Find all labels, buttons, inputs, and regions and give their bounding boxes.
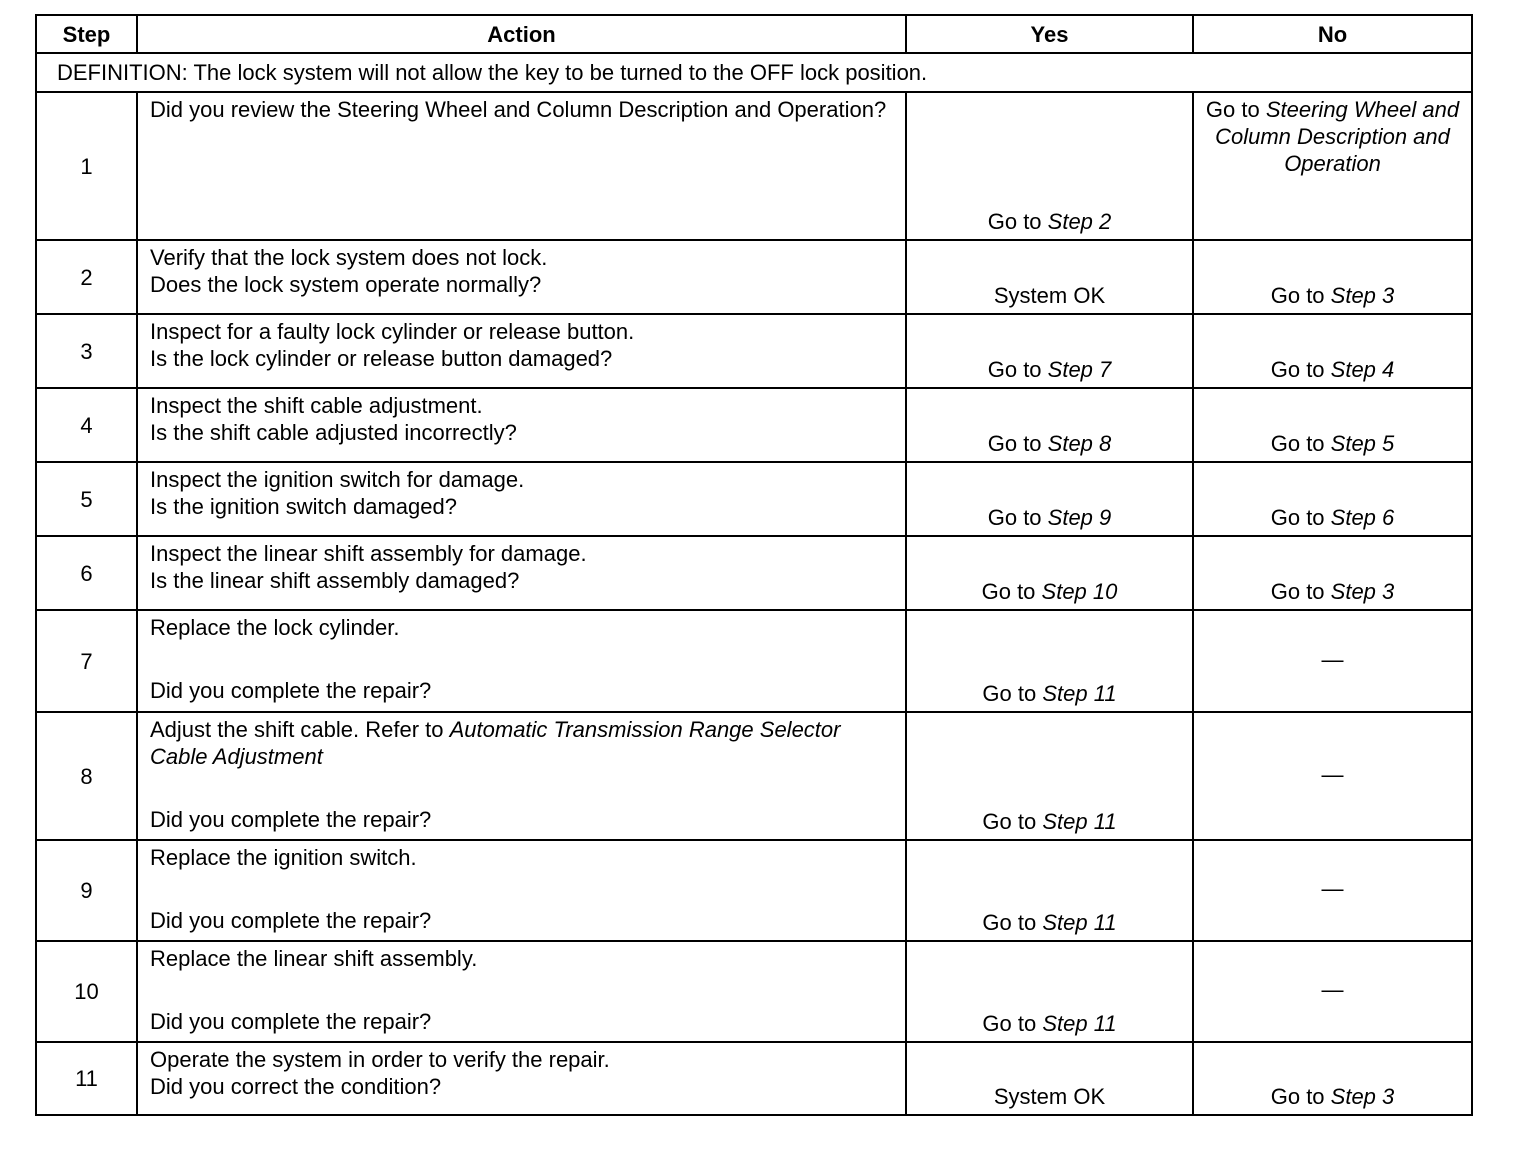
question-text: Did you complete the repair? xyxy=(150,678,432,703)
no-dash: — xyxy=(1321,876,1344,901)
action-text: Replace the ignition switch. xyxy=(150,845,417,870)
no-cell xyxy=(1193,712,1472,840)
no-cell xyxy=(1193,1042,1472,1115)
step-number: 9 xyxy=(36,840,137,941)
yes-step-link: Step 11 xyxy=(1042,910,1117,935)
question-text: Does the lock system operate normally? xyxy=(150,272,542,297)
yes-step-link: Step 11 xyxy=(1042,809,1117,834)
no-step-link: Step 3 xyxy=(1330,1084,1395,1109)
action-cell xyxy=(137,462,906,536)
table-row xyxy=(36,712,1472,840)
action-text: Operate the system in order to verify the repair. xyxy=(150,1047,610,1072)
yes-cell xyxy=(906,314,1193,388)
action-reference: Automatic Transmission Range Selector Cable Adjustment xyxy=(150,717,841,769)
table-row xyxy=(36,314,1472,388)
yes-prefix: Go to xyxy=(981,579,1042,604)
step-number: 7 xyxy=(36,610,137,712)
action-text: Inspect the shift cable adjustment. xyxy=(150,393,483,418)
no-prefix: Go to xyxy=(1270,431,1331,456)
no-cell xyxy=(1193,536,1472,610)
yes-prefix: Go to xyxy=(982,809,1043,834)
yes-prefix: System OK xyxy=(993,283,1106,308)
yes-prefix: Go to xyxy=(982,681,1043,706)
question-text: Is the lock cylinder or release button damaged? xyxy=(150,346,613,371)
question-text: Did you correct the condition? xyxy=(150,1074,442,1099)
question-text: Is the ignition switch damaged? xyxy=(150,494,457,519)
no-cell xyxy=(1193,462,1472,536)
action-text: Inspect for a faulty lock cylinder or release button. xyxy=(150,319,635,344)
yes-step-link: Step 11 xyxy=(1042,1011,1117,1036)
no-prefix: Go to xyxy=(1205,97,1266,122)
no-step-link: Step 4 xyxy=(1330,357,1395,382)
step-number: 10 xyxy=(36,941,137,1042)
action-text: Verify that the lock system does not lock. xyxy=(150,245,548,270)
yes-step-link: Step 2 xyxy=(1047,209,1112,234)
table-row xyxy=(36,1042,1472,1115)
yes-step-link: Step 7 xyxy=(1047,357,1112,382)
table-row xyxy=(36,240,1472,314)
action-cell xyxy=(137,610,906,712)
question-text: Did you complete the repair? xyxy=(150,807,432,832)
action-cell xyxy=(137,314,906,388)
yes-cell xyxy=(906,712,1193,840)
question-text: Is the shift cable adjusted incorrectly? xyxy=(150,420,517,445)
action-text: Replace the lock cylinder. xyxy=(150,615,400,640)
step-number: 1 xyxy=(36,92,137,240)
header-action: Action xyxy=(137,15,906,53)
table-row xyxy=(36,840,1472,941)
action-cell xyxy=(137,941,906,1042)
step-number: 8 xyxy=(36,712,137,840)
table-row xyxy=(36,92,1472,240)
step-number: 11 xyxy=(36,1042,137,1115)
yes-prefix: Go to xyxy=(987,209,1048,234)
table-row xyxy=(36,941,1472,1042)
question-text: Did you complete the repair? xyxy=(150,908,432,933)
yes-prefix: Go to xyxy=(987,357,1048,382)
yes-prefix: Go to xyxy=(987,431,1048,456)
step-number: 6 xyxy=(36,536,137,610)
question-text: Did you complete the repair? xyxy=(150,1009,432,1034)
yes-cell xyxy=(906,941,1193,1042)
table-row xyxy=(36,610,1472,712)
yes-cell xyxy=(906,388,1193,462)
definition-text: DEFINITION: The lock system will not allow the key to be turned to the OFF lock position. xyxy=(36,53,1472,92)
no-dash: — xyxy=(1321,977,1344,1002)
no-cell xyxy=(1193,388,1472,462)
yes-step-link: Step 9 xyxy=(1047,505,1112,530)
no-step-link: Step 5 xyxy=(1330,431,1395,456)
header-row xyxy=(36,15,1472,53)
header-yes: Yes xyxy=(906,15,1193,53)
yes-step-link: Step 11 xyxy=(1042,681,1117,706)
no-step-link: Step 6 xyxy=(1330,505,1395,530)
yes-prefix: System OK xyxy=(993,1084,1106,1109)
no-cell xyxy=(1193,92,1472,240)
action-cell xyxy=(137,92,906,240)
yes-step-link: Step 8 xyxy=(1047,431,1112,456)
no-step-link: Step 3 xyxy=(1330,579,1395,604)
no-prefix: Go to xyxy=(1270,357,1331,382)
yes-prefix: Go to xyxy=(982,910,1043,935)
header-step: Step xyxy=(36,15,137,53)
yes-prefix: Go to xyxy=(987,505,1048,530)
no-dash: — xyxy=(1321,761,1344,787)
action-prefix: Adjust the shift cable. Refer to xyxy=(150,717,450,742)
action-cell xyxy=(137,840,906,941)
no-cell xyxy=(1193,941,1472,1042)
action-cell xyxy=(137,240,906,314)
diagnostic-table xyxy=(35,14,1473,1116)
yes-prefix: Go to xyxy=(982,1011,1043,1036)
yes-cell xyxy=(906,462,1193,536)
table-row xyxy=(36,388,1472,462)
step-number: 3 xyxy=(36,314,137,388)
no-cell xyxy=(1193,840,1472,941)
no-reference: Steering Wheel and Column Description and Operation xyxy=(1215,97,1460,176)
yes-cell xyxy=(906,240,1193,314)
step-number: 2 xyxy=(36,240,137,314)
no-prefix: Go to xyxy=(1270,283,1331,308)
yes-cell xyxy=(906,536,1193,610)
no-prefix: Go to xyxy=(1270,579,1331,604)
no-prefix: Go to xyxy=(1270,505,1331,530)
action-cell xyxy=(137,1042,906,1115)
header-no: No xyxy=(1193,15,1472,53)
yes-cell xyxy=(906,1042,1193,1115)
action-cell xyxy=(137,536,906,610)
action-text: Inspect the linear shift assembly for damage. xyxy=(150,541,587,566)
action-text: Did you review the Steering Wheel and Column Description and Operation? xyxy=(150,97,887,122)
question-text: Is the linear shift assembly damaged? xyxy=(150,568,520,593)
yes-cell xyxy=(906,92,1193,240)
no-step-link: Step 3 xyxy=(1330,283,1395,308)
table-row xyxy=(36,462,1472,536)
no-cell xyxy=(1193,314,1472,388)
definition-row xyxy=(36,53,1472,92)
yes-cell xyxy=(906,840,1193,941)
no-cell xyxy=(1193,610,1472,712)
yes-cell xyxy=(906,610,1193,712)
table-row xyxy=(36,536,1472,610)
no-cell xyxy=(1193,240,1472,314)
no-dash: — xyxy=(1321,646,1344,672)
action-text xyxy=(150,716,895,770)
step-number: 5 xyxy=(36,462,137,536)
no-prefix: Go to xyxy=(1270,1084,1331,1109)
yes-step-link: Step 10 xyxy=(1041,579,1118,604)
action-text: Replace the linear shift assembly. xyxy=(150,946,478,971)
action-cell xyxy=(137,388,906,462)
action-text: Inspect the ignition switch for damage. xyxy=(150,467,525,492)
step-number: 4 xyxy=(36,388,137,462)
action-cell xyxy=(137,712,906,840)
